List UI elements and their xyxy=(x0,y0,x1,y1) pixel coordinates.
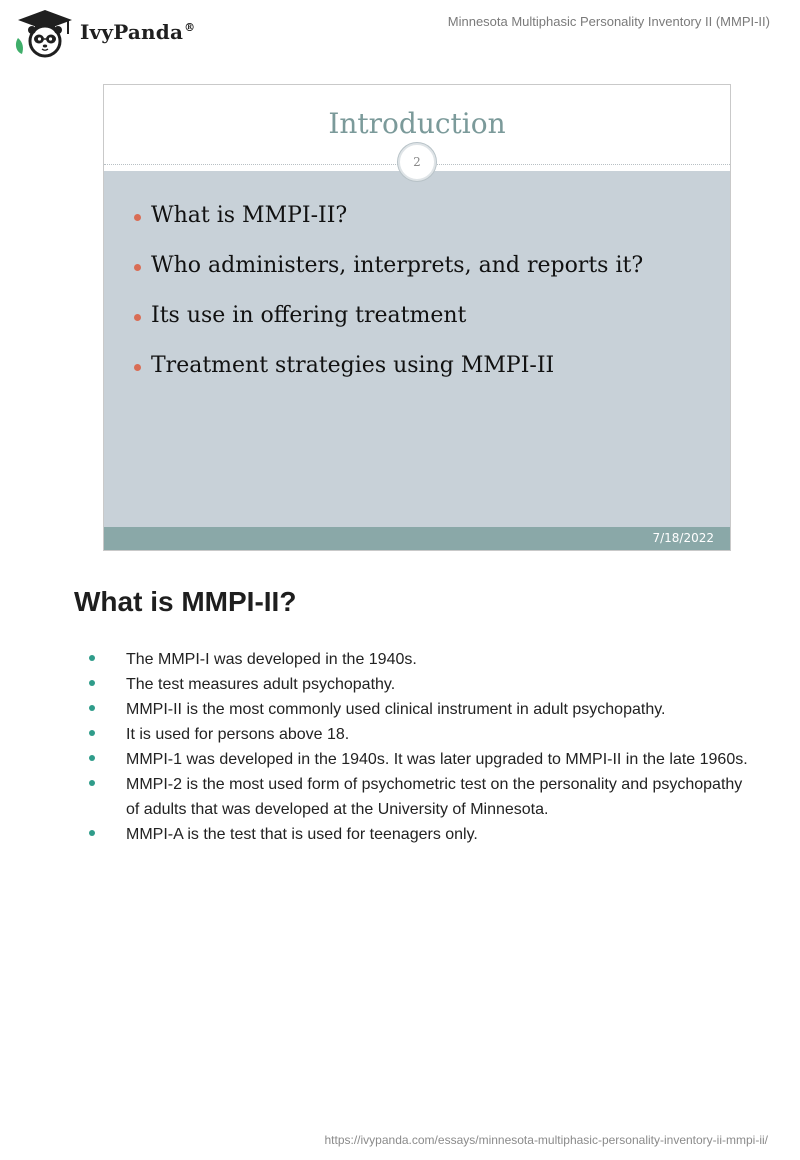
bullet-dot-icon xyxy=(134,364,141,371)
panda-graduate-logo-icon[interactable] xyxy=(14,8,76,58)
bullet-dot-icon xyxy=(89,730,95,736)
list-item xyxy=(88,772,748,822)
list-item xyxy=(88,747,748,772)
section-heading: What is MMPI-II? xyxy=(74,586,297,617)
brand-text: IvyPanda xyxy=(80,20,184,44)
slide-bullet-text: Treatment strategies using MMPI-II xyxy=(151,353,555,378)
slide-bullet-list xyxy=(134,203,643,403)
bullet-dot-icon xyxy=(89,655,95,661)
list-item-text: MMPI-1 was developed in the 1940s. It was later upgraded to MMPI-II in the late 1960s. xyxy=(126,751,748,768)
list-item xyxy=(88,647,748,672)
list-item-text: The MMPI-I was developed in the 1940s. xyxy=(126,651,417,668)
slide-bullet-item xyxy=(134,203,643,253)
slide-date: 7/18/2022 xyxy=(652,531,714,545)
list-item xyxy=(88,697,748,722)
slide-image xyxy=(103,84,731,551)
slide-bullet-text: Its use in offering treatment xyxy=(151,303,467,328)
bullet-dot-icon xyxy=(89,680,95,686)
list-item xyxy=(88,672,748,697)
bullet-dot-icon xyxy=(89,780,95,786)
page-header xyxy=(0,0,800,70)
bullet-dot-icon xyxy=(89,830,95,836)
bullet-list xyxy=(88,647,748,847)
slide-bullet-text: Who administers, interprets, and reports it? xyxy=(151,253,644,278)
list-item-text: MMPI-A is the test that is used for teenagers only. xyxy=(126,826,478,843)
document-title: Minnesota Multiphasic Personality Inventory II (MMPI-II) xyxy=(447,14,770,29)
registered-mark: ® xyxy=(184,21,196,35)
list-item-text: It is used for persons above 18. xyxy=(126,726,350,743)
slide-footer-bar xyxy=(104,527,730,550)
list-item xyxy=(88,822,748,847)
bullet-dot-icon xyxy=(134,314,141,321)
list-item-text: MMPI-II is the most commonly used clinical instrument in adult psychopathy. xyxy=(126,701,666,718)
list-item-text: The test measures adult psychopathy. xyxy=(126,676,396,693)
list-item xyxy=(88,722,748,747)
slide-bullet-text: What is MMPI-II? xyxy=(151,203,348,228)
slide-number-badge: 2 xyxy=(398,143,436,181)
slide-bullet-item xyxy=(134,253,643,303)
bullet-dot-icon xyxy=(89,705,95,711)
list-item-text: MMPI-2 is the most used form of psychometric test on the personality and psychopathy of adults that was developed at the University of Minnesota. xyxy=(126,776,743,818)
bullet-dot-icon xyxy=(134,264,141,271)
source-url-link[interactable]: https://ivypanda.com/essays/minnesota-multiphasic-personality-inventory-ii-mmpi-ii/ xyxy=(324,1133,768,1147)
brand-name[interactable] xyxy=(80,20,195,44)
slide-bullet-item xyxy=(134,303,643,353)
slide-title: Introduction xyxy=(328,107,506,140)
bullet-dot-icon xyxy=(89,755,95,761)
slide-bullet-item xyxy=(134,353,643,403)
bullet-dot-icon xyxy=(134,214,141,221)
